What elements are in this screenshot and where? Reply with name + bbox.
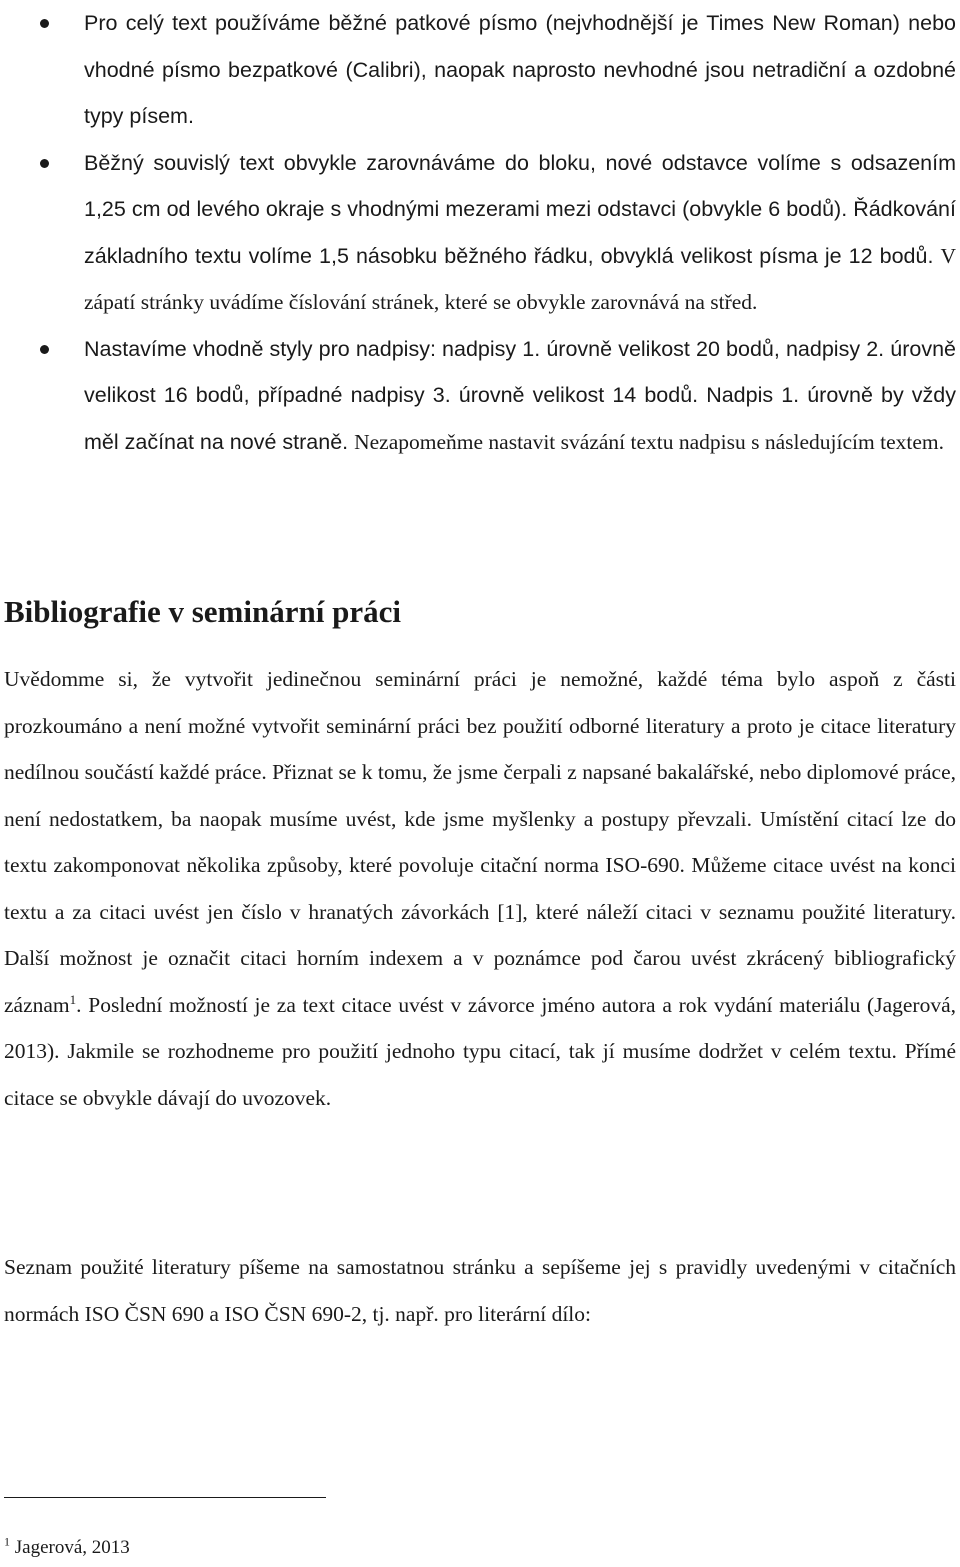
footnote-text: Jagerová, 2013 xyxy=(10,1537,130,1558)
footnote-number: 1 xyxy=(4,1534,10,1549)
body-paragraph: Seznam použité literatury píšeme na samostatnou stránku a sepíšeme jej s pravidly uvedenými v citačních normách ISO ČSN 690 a ISO ČSN 690-2, tj. např. pro literární dílo: xyxy=(4,1255,956,1326)
body-paragraph xyxy=(4,656,956,1121)
list-item xyxy=(0,326,956,466)
paragraph-text: Uvědomme si, že vytvořit jedinečnou seminární práci je nemožné, každé téma bylo aspoň z části prozkoumáno a není možné vytvořit seminární práci bez použití odborné literatury a proto je citace literatury nedílnou součástí každé práce. Přiznat se k tomu, že jsme čerpali z napsané bakalářské, nebo diplomové práce, není nedostatkem, ba naopak musíme uvést, kde jsme myšlenky a postupy převzali. Umístění citací lze do textu zakomponovat několika způsoby, které povoluje citační norma ISO-690. Můžeme citace uvést na konci textu a za citaci uvést jen číslo v hranatých závorkách [1], které náleží citaci v seznamu použité literatury. Další možnost je označit citaci horním indexem a v poznámce pod čarou uvést zkrácený bibliografický záznam xyxy=(4,667,956,1017)
list-item xyxy=(0,0,956,140)
bullet-icon xyxy=(40,19,49,28)
footnote-reference[interactable]: 1 xyxy=(69,991,77,1007)
list-item xyxy=(0,140,956,326)
list-item-text: Nezapomeňme nastavit svázání textu nadpisu s následujícím textem. xyxy=(354,429,944,454)
list-item-text: Pro celý text používáme běžné patkové písmo (nejvhodnější je Times New Roman) nebo vhodné písmo bezpatkové (Calibri), naopak naprosto nevhodné jsou netradiční a ozdobné typy písem. xyxy=(84,11,956,128)
formatting-rules-list xyxy=(0,0,956,465)
footnote xyxy=(4,1535,130,1561)
list-item-text: Řádkování základního textu volíme 1,5 násobku běžného řádku, obvyklá velikost písma je 12 bodů. xyxy=(84,197,956,268)
bullet-icon xyxy=(40,345,49,354)
footnote-separator xyxy=(4,1497,326,1498)
list-item-text: V zápatí stránky uvádíme číslování stránek, které se obvykle zarovnává na střed. xyxy=(84,243,956,314)
list-item-text: Běžný souvislý text obvykle zarovnáváme do bloku, nové odstavce volíme s odsazením 1,25 cm od levého okraje s vhodnými mezerami mezi odstavci (obvykle 6 bodů). xyxy=(84,150,956,221)
paragraph-text: . Poslední možností je za text citace uvést v závorce jméno autora a rok vydání materiálu (Jagerová, 2013). Jakmile se rozhodneme pro použití jednoho typu citací, tak jí musíme dodržet v celém textu. Přímé citace se obvykle dávají do uvozovek. xyxy=(4,992,956,1110)
list-item-text: Nastavíme vhodně styly pro nadpisy: nadpisy 1. úrovně velikost 20 bodů, nadpisy 2. úrovně velikost 16 bodů, případné nadpisy 3. úrovně velikost 14 bodů. Nadpis 1. úrovně by vždy měl začínat na nové straně. xyxy=(84,336,956,454)
section-heading: Bibliografie v seminární práci xyxy=(4,594,401,629)
bullet-icon xyxy=(40,159,49,168)
